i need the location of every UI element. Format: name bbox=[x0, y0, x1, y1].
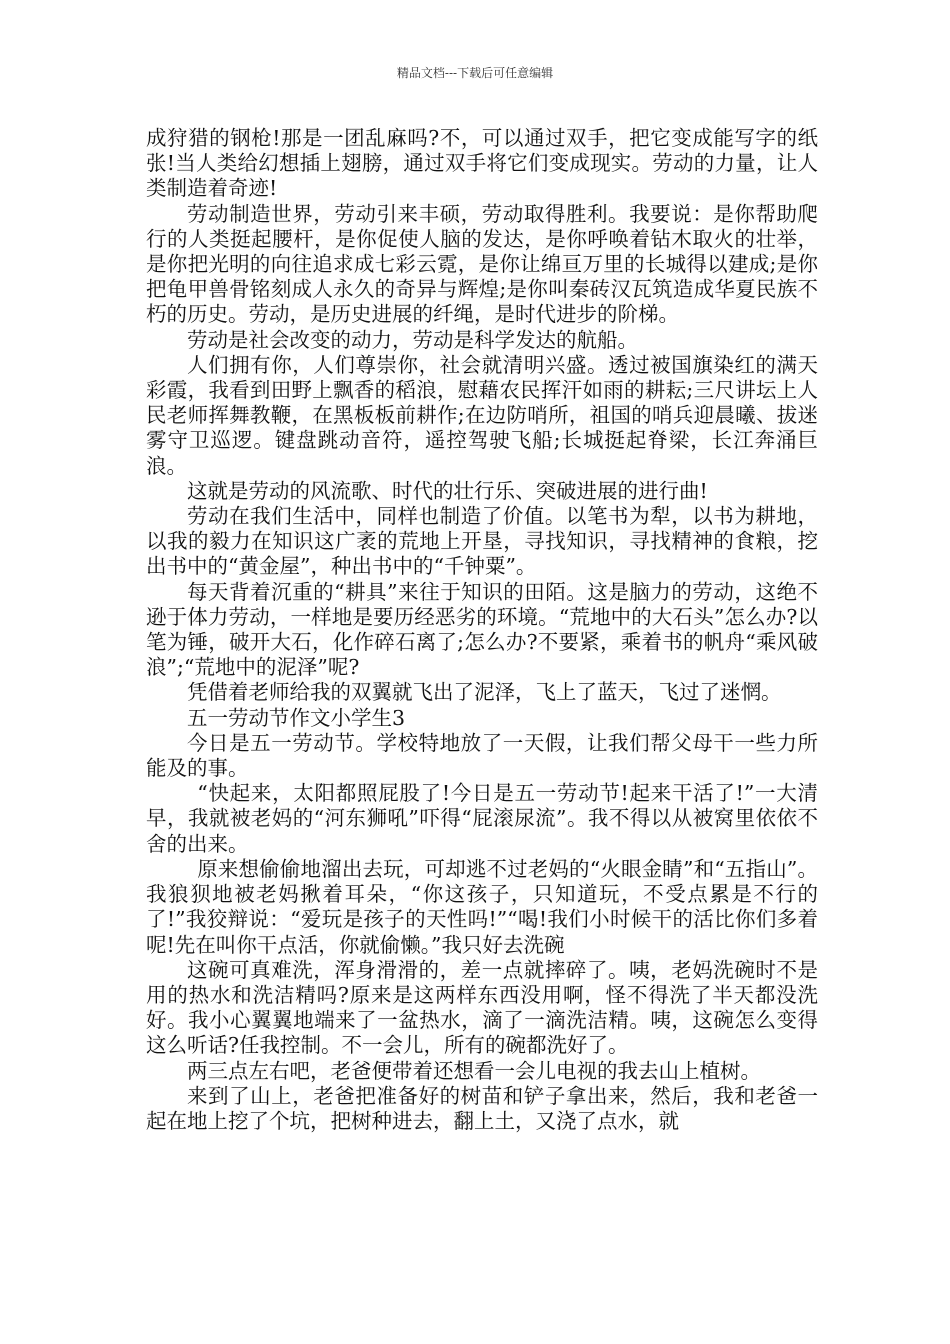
page-header: 精品文档---下载后可任意编辑 bbox=[396, 66, 554, 80]
paragraph: 两三点左右吧，老爸便带着还想看一会儿电视的我去山上植树。 bbox=[187, 1058, 761, 1083]
paragraph: “快起来，太阳都照屁股了!今日是五一劳动节!起来干活了!”一大清早，我就被老妈的“河东狮吼”吓得“屁滚尿流”。我不得以从被窝里依依不舍的出来。 bbox=[146, 781, 818, 856]
paragraph: 今日是五一劳动节。学校特地放了一天假，让我们帮父母干一些力所能及的事。 bbox=[146, 730, 818, 781]
paragraph: 劳动在我们生活中，同样也制造了价值。以笔书为犁，以书为耕地，以我的毅力在知识这广袤的荒地上开垦，寻找知识，寻找精神的食粮，挖出书中的“黄金屋”，种出书中的“千钟粟”。 bbox=[146, 504, 818, 579]
paragraph: 劳动制造世界，劳动引来丰硕，劳动取得胜利。我要说：是你帮助爬行的人类挺起腰杆，是你促使人脑的发达，是你呼唤着钻木取火的壮举，是你把光明的向往追求成七彩云霓，是你让绵亘万里的长城得以建成;是你把龟甲兽骨铭刻成人永久的奇异与辉煌;是你叫秦砖汉瓦筑造成华夏民族不朽的历史。劳动，是历史进展的纤绳，是时代进步的阶梯。 bbox=[146, 201, 818, 327]
paragraph: 来到了山上，老爸把准备好的树苗和铲子拿出来，然后，我和老爸一起在地上挖了个坑，把树种进去，翻上土，又浇了点水，就 bbox=[146, 1083, 818, 1133]
document-body bbox=[146, 126, 818, 1134]
section-title: 五一劳动节作文小学生3 bbox=[187, 705, 406, 730]
paragraph: 凭借着老师给我的双翼就飞出了泥泽，飞上了蓝天，飞过了迷惘。 bbox=[187, 680, 782, 705]
paragraph: 原来想偷偷地溜出去玩，可却逃不过老妈的“火眼金睛”和“五指山”。我狼狈地被老妈揪着耳朵，“你这孩子，只知道玩，不受点累是不行的了!”我狡辩说：“爱玩是孩子的天性吗!”“喝!我们小时候干的活比你们多着呢!先在叫你干点活，你就偷懒。”我只好去洗碗 bbox=[146, 856, 818, 957]
paragraph: 人们拥有你，人们尊崇你，社会就清明兴盛。透过被国旗染红的满天彩霞，我看到田野上飘香的稻浪，慰藉农民挥汗如雨的耕耘;三尺讲坛上人民老师挥舞教鞭，在黑板板前耕作;在边防哨所，祖国的哨兵迎晨曦、拔迷雾守卫巡逻。键盘跳动音符，遥控驾驶飞船;长城挺起脊梁，长江奔涌巨浪。 bbox=[146, 352, 818, 478]
paragraph: 这碗可真难洗，浑身滑滑的，差一点就摔碎了。咦，老妈洗碗时不是用的热水和洗洁精吗?原来是这两样东西没用啊，怪不得洗了半天都没洗好。我小心翼翼地端来了一盆热水，滴了一滴洗洁精。咦，这碗怎么变得这么听话?任我控制。不一会儿，所有的碗都洗好了。 bbox=[146, 957, 818, 1058]
paragraph: 劳动是社会改变的动力，劳动是科学发达的航船。 bbox=[187, 327, 638, 352]
paragraph: 每天背着沉重的“耕具”来往于知识的田陌。这是脑力的劳动，这绝不逊于体力劳动，一样地是要历经恶劣的环境。“荒地中的大石头”怎么办?以笔为锤，破开大石，化作碎石离了;怎么办?不要紧，乘着书的帆舟“乘风破浪”;“荒地中的泥泽”呢? bbox=[146, 579, 818, 680]
paragraph: 成狩猎的钢枪!那是一团乱麻吗?不，可以通过双手，把它变成能写字的纸张!当人类给幻想插上翅膀，通过双手将它们变成现实。劳动的力量，让人类制造着奇迹! bbox=[146, 126, 818, 201]
paragraph: 这就是劳动的风流歌、时代的壮行乐、突破进展的进行曲! bbox=[187, 478, 708, 503]
